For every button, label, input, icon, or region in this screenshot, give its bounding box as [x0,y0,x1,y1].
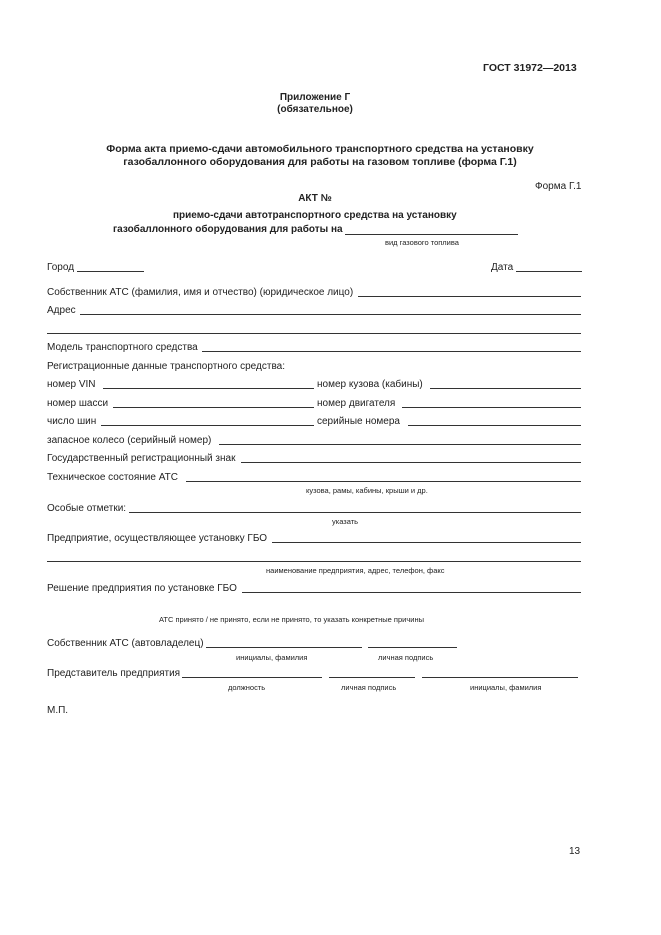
owner-label: Собственник АТС (фамилия, имя и отчество) (юридическое лицо) [47,287,354,298]
act-subtitle-2: газобаллонного оборудования для работы на [113,224,343,235]
date-field[interactable] [516,271,582,272]
vehicle-model-field[interactable] [202,351,581,352]
vehicle-model-label: Модель транспортного средства [47,342,198,353]
body-number-label: номер кузова (кабины) [317,379,423,390]
city-label: Город [47,262,75,273]
body-number-field[interactable] [430,388,581,389]
spare-wheel-label: запасное колесо (серийный номер) [47,435,212,446]
chassis-number-label: номер шасси [47,398,109,409]
engine-number-label: номер двигателя [317,398,396,409]
vin-label: номер VIN [47,379,96,390]
vin-field[interactable] [103,388,314,389]
decision-hint: АТС принято / не принято, если не принято, то указать конкретные причины [159,615,424,624]
act-subtitle-1: приемо-сдачи автотранспортного средства на установку [173,210,457,221]
owner-sign-label: Собственник АТС (автовладелец) [47,638,204,649]
chassis-number-field[interactable] [113,407,314,408]
address-field[interactable] [80,314,581,315]
form-title-line2: газобаллонного оборудования для работы на газовом топливе (форма Г.1) [123,156,517,168]
installer-field-2[interactable] [47,561,581,562]
fuel-type-hint: вид газового топлива [385,238,459,247]
representative-label: Представитель предприятия [47,668,181,679]
representative-signature-field[interactable] [329,677,415,678]
standard-number: ГОСТ 31972—2013 [483,62,577,74]
owner-field[interactable] [358,296,581,297]
installer-hint: наименование предприятия, адрес, телефон, факс [266,566,445,575]
installer-field[interactable] [272,542,581,543]
position-hint: должность [228,683,266,692]
appendix-title: Приложение Г [279,92,351,103]
tire-count-label: число шин [47,416,97,427]
decision-label: Решение предприятия по установке ГБО [47,583,237,594]
owner-signature-field[interactable] [368,647,457,648]
decision-field[interactable] [242,592,581,593]
form-title-line1: Форма акта приемо-сдачи автомобильного транспортного средства на установку [106,143,534,155]
owner-signature-hint: личная подпись [378,653,434,662]
owner-initials-hint: инициалы, фамилия [236,653,308,662]
representative-initials-field[interactable] [422,677,578,678]
form-label: Форма Г.1 [535,181,582,192]
date-label: Дата [491,262,514,273]
spare-wheel-field[interactable] [219,444,581,445]
page-number: 13 [569,846,581,857]
serial-numbers-field[interactable] [408,425,581,426]
engine-number-field[interactable] [402,407,581,408]
tech-condition-field[interactable] [186,481,581,482]
address-field-2[interactable] [47,333,581,334]
special-notes-label: Особые отметки: [47,503,127,514]
registration-data-label: Регистрационные данные транспортного средства: [47,361,285,372]
representative-initials-hint: инициалы, фамилия [470,683,542,692]
special-notes-hint: указать [332,517,359,526]
fuel-type-line[interactable] [345,234,518,235]
reg-plate-label: Государственный регистрационный знак [47,453,236,464]
representative-position-field[interactable] [182,677,322,678]
tech-condition-hint: кузова, рамы, кабины, крыши и др. [306,486,428,495]
tire-count-field[interactable] [101,425,314,426]
appendix-status: (обязательное) [277,104,353,115]
owner-initials-field[interactable] [206,647,362,648]
city-field[interactable] [77,271,144,272]
reg-plate-field[interactable] [241,462,581,463]
representative-signature-hint: личная подпись [341,683,397,692]
tech-condition-label: Техническое состояние АТС [47,472,178,483]
special-notes-field[interactable] [129,512,581,513]
stamp-label: М.П. [47,705,69,716]
serial-numbers-label: серийные номера [317,416,400,427]
installer-label: Предприятие, осуществляющее установку ГБО [47,533,268,544]
act-title: АКТ № [298,193,332,204]
address-label: Адрес [47,305,76,316]
